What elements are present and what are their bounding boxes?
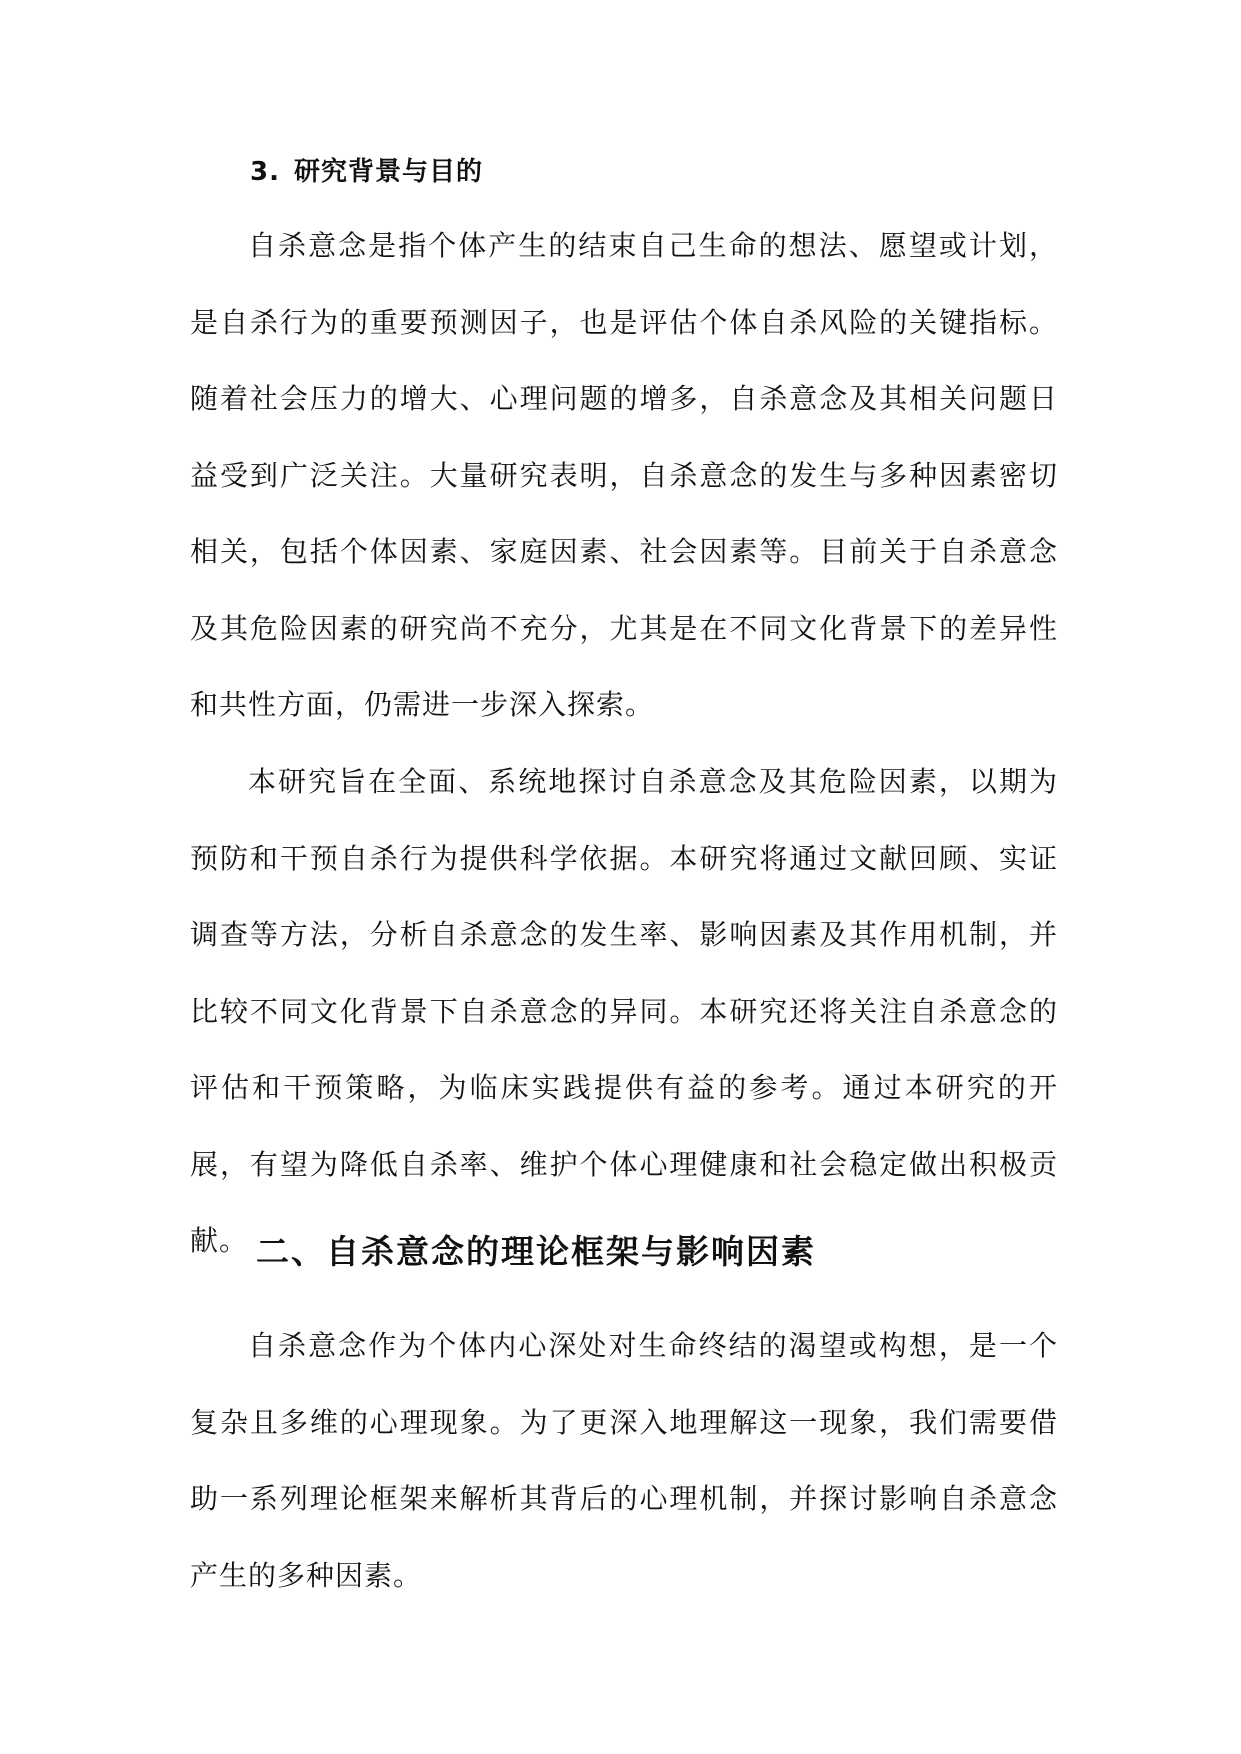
section-heading [250,150,483,194]
section-number: 3. [250,157,280,187]
body-paragraph: 自杀意念是指个体产生的结束自己生命的想法、愿望或计划，是自杀行为的重要预测因子，也是评估个体自杀风险的关键指标。随着社会压力的增大、心理问题的增多，自杀意念及其相关问题日益受到广泛关注。大量研究表明，自杀意念的发生与多种因素密切相关，包括个体因素、家庭因素、社会因素等。目前关于自杀意念及其危险因素的研究尚不充分，尤其是在不同文化背景下的差异性和共性方面，仍需进一步深入探索。 [190,229,1058,721]
body-paragraph: 自杀意念作为个体内心深处对生命终结的渴望或构想，是一个复杂且多维的心理现象。为了更深入地理解这一现象，我们需要借助一系列理论框架来解析其背后的心理机制，并探讨影响自杀意念产生的多种因素。 [190,1329,1058,1592]
section-title: 研究背景与目的 [293,157,483,187]
chapter-heading: 二、自杀意念的理论框架与影响因素 [256,1232,816,1271]
body-paragraph: 本研究旨在全面、系统地探讨自杀意念及其危险因素，以期为预防和干预自杀行为提供科学依据。本研究将通过文献回顾、实证调查等方法，分析自杀意念的发生率、影响因素及其作用机制，并比较不同文化背景下自杀意念的异同。本研究还将关注自杀意念的评估和干预策略，为临床实践提供有益的参考。通过本研究的开展，有望为降低自杀率、维护个体心理健康和社会稳定做出积极贡献。 [190,765,1058,1257]
